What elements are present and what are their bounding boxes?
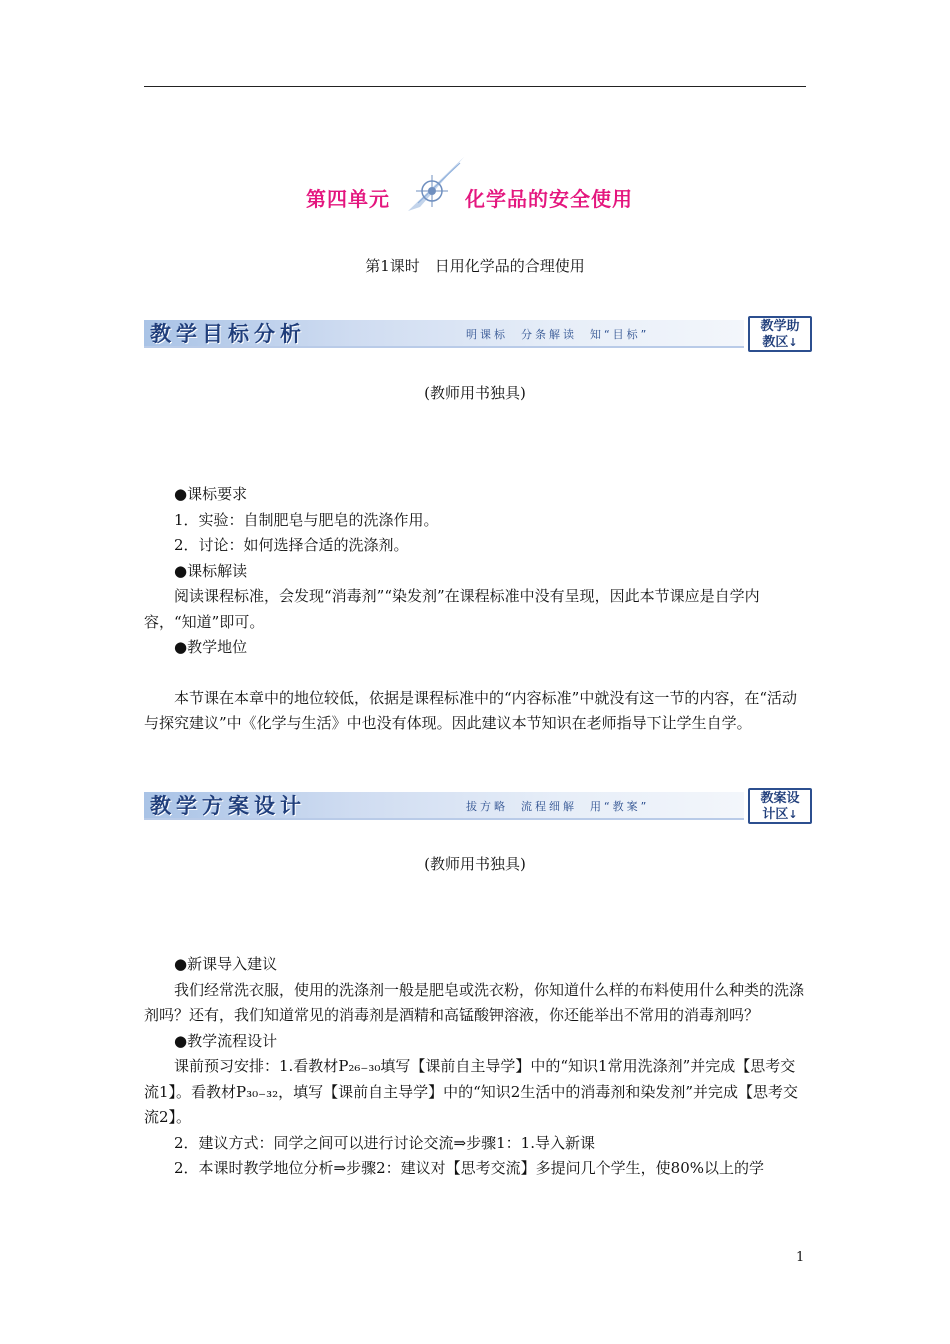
banner-tag <box>748 316 812 352</box>
arrow-down-icon: ↓ <box>788 336 798 349</box>
paragraph: 2．讨论：如何选择合适的洗涤剂。 <box>174 536 409 554</box>
heading-teaching-flow: ●教学流程设计 <box>174 1031 278 1050</box>
banner-teaching-goals <box>144 316 814 354</box>
paragraph: 2．建议方式：同学之间可以进行讨论交流⇒步骤1：1.导入新课 <box>174 1133 595 1152</box>
paragraph: 阅读课程标准，会发现“消毒剂”“染发剂”在课程标准中没有呈现，因此本节课应是自学内容，“知道”即可。 <box>144 587 760 631</box>
banner-teaching-plan <box>144 788 814 826</box>
page-number: 1 <box>796 1250 805 1265</box>
arrow-down-icon: ↓ <box>788 808 798 821</box>
unit-title <box>0 183 950 219</box>
banner-heading: 教学方案设计 <box>150 794 306 818</box>
paragraph: 课前预习安排：1.看教材P₂₆₋₃₀填写【课前自主导学】中的“知识1常用洗涤剂”并完成【思考交流1】。看教材P₃₀₋₃₂，填写【课前自主导学】中的“知识2生活中的消毒剂和染发剂”并完成【思考交流2】。 <box>144 1057 798 1126</box>
header-rule <box>144 86 806 87</box>
banner-heading: 教学目标分析 <box>150 322 306 346</box>
banner-subtitle: 拔方略 流程细解 用“教案” <box>466 800 650 813</box>
heading-lesson-intro: ●新课导入建议 <box>174 955 278 973</box>
paragraph: 1．实验：自制肥皂与肥皂的洗涤作用。 <box>174 510 439 529</box>
banner-subtitle: 明课标 分条解读 知“目标” <box>466 328 650 341</box>
section-goals <box>144 482 808 737</box>
paragraph: 本节课在本章中的地位较低，依据是课程标准中的“内容标准”中就没有这一节的内容，在“活动与探究建议”中《化学与生活》中也没有体现。因此建议本节知识在老师指导下让学生自学。 <box>144 688 798 732</box>
unit-name: 化学品的安全使用 <box>465 187 633 211</box>
teacher-note: (教师用书独具) <box>424 384 526 402</box>
lesson-title: 第1课时 日用化学品的合理使用 <box>365 257 585 275</box>
unit-number: 第四单元 <box>306 187 390 211</box>
heading-curriculum-requirements: ●课标要求 <box>174 485 248 503</box>
banner-tag-line1: 教案设 <box>760 791 800 806</box>
banner-tag <box>748 788 812 824</box>
heading-curriculum-interpretation: ●课标解读 <box>174 561 248 580</box>
paragraph: 2．本课时教学地位分析⇒步骤2：建议对【思考交流】多提问几个学生，使80%以上的学 <box>174 1159 764 1177</box>
banner-tag-line2: 教区 <box>762 335 789 350</box>
paragraph: 我们经常洗衣服，使用的洗涤剂一般是肥皂或洗衣粉，你知道什么样的布料使用什么种类的洗涤剂吗？还有，我们知道常见的消毒剂是酒精和高锰酸钾溶液，你还能举出不常用的消毒剂吗？ <box>144 980 805 1024</box>
heading-teaching-position: ●教学地位 <box>174 638 248 656</box>
target-emblem-icon <box>398 153 468 223</box>
section-plan <box>144 952 808 1182</box>
teacher-note: (教师用书独具) <box>424 855 526 873</box>
banner-tag-line2: 计区 <box>762 807 789 822</box>
banner-tag-line1: 教学助 <box>760 319 800 334</box>
